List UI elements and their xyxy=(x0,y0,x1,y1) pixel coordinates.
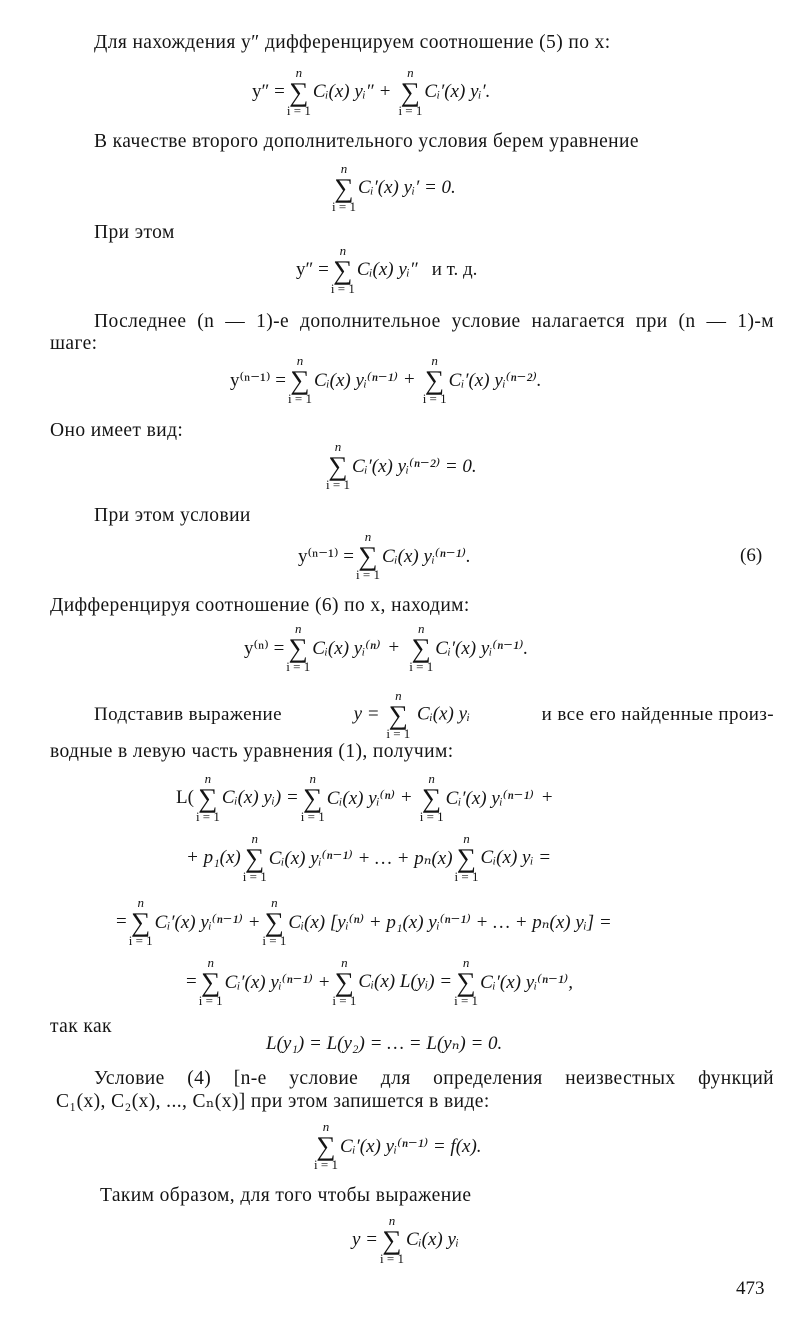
paragraph-substituting xyxy=(94,685,774,745)
paragraph-at-this: При этом xyxy=(94,222,175,243)
eq10-term: Cᵢ(x) yᵢ xyxy=(405,1229,459,1250)
sum-lower: i = 1 xyxy=(422,391,447,406)
equation-second-condition xyxy=(330,158,456,218)
sum-symbol: ∑ xyxy=(328,451,348,481)
sum-upper: n xyxy=(340,161,348,176)
paragraph-since: так как xyxy=(50,1016,112,1037)
sum-operator xyxy=(420,772,444,824)
sum-upper: n xyxy=(463,831,470,846)
equation-L-zero xyxy=(266,1017,502,1069)
sum-symbol: ∑ xyxy=(382,1225,402,1255)
sum-symbol: ∑ xyxy=(333,255,353,285)
equation-general-solution xyxy=(352,1210,459,1270)
sum-lower: i = 1 xyxy=(454,993,479,1008)
paragraph-differentiating: Дифференцируя соотношение (6) по x, находим: xyxy=(50,595,470,616)
L3-c: Cᵢ(x) [yᵢ⁽ⁿ⁾ + p₁(x) yᵢ⁽ⁿ⁻¹⁾ + … + pₙ(x) yᵢ] = xyxy=(288,911,612,933)
sum-lower: i = 1 xyxy=(195,809,220,824)
L2-c: Cᵢ(x) yᵢ = xyxy=(480,847,552,868)
sum-symbol: ∑ xyxy=(264,907,284,937)
sum-operator xyxy=(288,354,312,406)
L2-a: + p₁(x) xyxy=(186,847,241,868)
sum-upper: n xyxy=(428,771,435,786)
sum-lower: i = 1 xyxy=(454,869,479,884)
sum-upper: n xyxy=(431,353,438,368)
sum-lower: i = 1 xyxy=(332,199,356,214)
eq3-lhs: y″ = xyxy=(296,259,329,280)
sum-symbol: ∑ xyxy=(334,173,354,203)
sum-operator xyxy=(332,162,356,214)
sum-operator xyxy=(332,956,356,1008)
sum-lower: i = 1 xyxy=(242,869,267,884)
sum-operator xyxy=(454,956,478,1008)
sum-upper: n xyxy=(364,529,372,544)
sum-symbol: ∑ xyxy=(288,633,308,663)
sum-symbol: ∑ xyxy=(400,77,421,107)
sum-symbol: ∑ xyxy=(456,967,476,997)
sum-upper: n xyxy=(395,688,402,703)
L1-term1: Cᵢ(x) yᵢ⁽ⁿ⁾ xyxy=(326,787,395,809)
derivation-line-3 xyxy=(116,892,612,952)
eq7-term1: Cᵢ(x) yᵢ⁽ⁿ⁾ xyxy=(312,637,381,659)
sum-upper: n xyxy=(137,895,144,910)
sum-symbol: ∑ xyxy=(316,1131,336,1161)
sum-symbol: ∑ xyxy=(358,541,378,571)
equation-6 xyxy=(298,526,471,586)
sum-lower: i = 1 xyxy=(386,726,411,741)
sum-lower: i = 1 xyxy=(198,993,223,1008)
sum-symbol: ∑ xyxy=(201,967,221,997)
sum-symbol: ∑ xyxy=(411,633,431,663)
eq6-term: Cᵢ(x) yᵢ⁽ⁿ⁻¹⁾. xyxy=(381,545,471,567)
sum-operator xyxy=(287,66,311,118)
equation-n-minus-1-derivative xyxy=(230,350,542,410)
sum-upper: n xyxy=(339,243,347,258)
inline-formula xyxy=(354,689,470,741)
sum-operator xyxy=(196,772,220,824)
sum-symbol: ∑ xyxy=(289,77,309,107)
sum-upper: n xyxy=(251,831,258,846)
sum-lower: i = 1 xyxy=(330,281,355,296)
sum-lower: i = 1 xyxy=(128,933,153,948)
equation-second-derivative xyxy=(252,62,490,122)
eq4-term2: Cᵢ′(x) yᵢ⁽ⁿ⁻²⁾. xyxy=(448,369,542,391)
eq7-plus: + xyxy=(388,637,400,658)
sum-symbol: ∑ xyxy=(198,783,218,813)
sum-lower: i = 1 xyxy=(419,809,444,824)
eq5-body: Cᵢ′(x) yᵢ⁽ⁿ⁻²⁾ = 0. xyxy=(351,455,477,477)
sum-symbol: ∑ xyxy=(334,967,354,997)
sum-upper: n xyxy=(322,1119,330,1134)
paragraph-condition-4: Условие (4) [n-е условие для определения неизвестных функций xyxy=(94,1068,774,1089)
L4-c: Cᵢ(x) L(yᵢ) = xyxy=(358,971,453,992)
sum-upper: n xyxy=(271,895,278,910)
L1-end: + xyxy=(541,787,553,808)
sum-upper: n xyxy=(207,955,214,970)
sum-upper: n xyxy=(334,439,342,454)
page-number: 473 xyxy=(736,1278,765,1299)
L1-term2: Cᵢ′(x) yᵢ⁽ⁿ⁻¹⁾ xyxy=(445,787,534,809)
sum-upper: n xyxy=(204,771,212,786)
sum-operator xyxy=(326,440,350,492)
sum-lower: i = 1 xyxy=(286,659,311,674)
eq7-lhs: y⁽ⁿ⁾ = xyxy=(244,637,285,659)
paragraph-last-condition-cont: шаге: xyxy=(50,333,98,354)
eq2-body: Cᵢ′(x) yᵢ′ = 0. xyxy=(357,177,456,198)
sum-lower: i = 1 xyxy=(409,659,434,674)
paragraph-thus: Таким образом, для того чтобы выражение xyxy=(100,1185,472,1206)
inline-term: Cᵢ(x) yᵢ xyxy=(417,703,471,725)
sum-operator xyxy=(386,689,410,741)
L1-plus: + xyxy=(400,787,412,808)
sum-operator xyxy=(301,772,325,824)
equation-second-derivative-simplified xyxy=(296,240,477,300)
eq1-term1: Cᵢ(x) yᵢ″ xyxy=(312,81,374,102)
sum-upper: n xyxy=(407,65,414,80)
paragraph-derivative-intro: Для нахождения y″ дифференцируем соотношение (5) по x: xyxy=(94,32,611,53)
paragraph-under-condition: При этом условии xyxy=(94,505,251,526)
sum-symbol: ∑ xyxy=(303,783,323,813)
p8-start: Подставив выражение xyxy=(94,704,282,725)
sum-operator xyxy=(398,66,422,118)
sum-operator xyxy=(129,896,153,948)
eq7-term2: Cᵢ′(x) yᵢ⁽ⁿ⁻¹⁾. xyxy=(435,637,529,659)
L4-a: = xyxy=(186,971,197,992)
sum-upper: n xyxy=(296,353,304,368)
sum-lower: i = 1 xyxy=(300,809,325,824)
eq4-plus: + xyxy=(403,369,415,390)
eq6-lhs: y⁽ⁿ⁻¹⁾ = xyxy=(298,545,355,567)
L3-b: Cᵢ′(x) yᵢ⁽ⁿ⁻¹⁾ + xyxy=(154,911,261,933)
derivation-line-4 xyxy=(186,952,573,1012)
eq1-term2: Cᵢ′(x) yᵢ′. xyxy=(424,81,491,102)
sum-operator xyxy=(331,244,355,296)
sum-upper: n xyxy=(295,621,302,636)
sum-upper: n xyxy=(295,65,303,80)
sum-upper: n xyxy=(388,1213,396,1228)
derivation-line-1 xyxy=(176,768,553,828)
sum-lower: i = 1 xyxy=(332,993,357,1008)
sum-upper: n xyxy=(309,771,316,786)
inline-lhs: y = xyxy=(353,703,380,725)
sum-operator xyxy=(199,956,223,1008)
sum-operator xyxy=(380,1214,404,1266)
sum-symbol: ∑ xyxy=(131,907,151,937)
sum-operator xyxy=(262,896,286,948)
eq4-term1: Cᵢ(x) yᵢ⁽ⁿ⁻¹⁾ xyxy=(313,369,398,391)
sum-symbol: ∑ xyxy=(422,783,442,813)
sum-operator xyxy=(356,530,380,582)
sum-operator xyxy=(243,832,267,884)
L1-lhs-a: L( xyxy=(176,787,194,808)
equation-n-minus-1-condition xyxy=(324,436,477,496)
sum-lower: i = 1 xyxy=(356,567,380,582)
equation-number-6: (6) xyxy=(740,545,763,566)
sum-operator xyxy=(314,1120,338,1172)
eq9-body: Cᵢ′(x) yᵢ⁽ⁿ⁻¹⁾ = f(x). xyxy=(339,1135,482,1157)
sum-upper: n xyxy=(341,955,348,970)
sum-lower: i = 1 xyxy=(398,103,423,118)
equation-n-derivative xyxy=(244,618,528,678)
eq1-lhs: y″ = xyxy=(252,81,285,102)
eq4-lhs: y⁽ⁿ⁻¹⁾ = xyxy=(230,369,287,391)
eq3-tail: и т. д. xyxy=(431,259,478,280)
L3-a: = xyxy=(116,911,127,932)
p8-end: и все его найденные произ- xyxy=(541,704,774,725)
sum-upper: n xyxy=(417,621,425,636)
derivation-line-2 xyxy=(186,828,551,888)
sum-operator xyxy=(455,832,479,884)
sum-symbol: ∑ xyxy=(425,365,445,395)
sum-symbol: ∑ xyxy=(456,843,477,873)
sum-lower: i = 1 xyxy=(262,933,287,948)
sum-symbol: ∑ xyxy=(290,365,310,395)
sum-operator xyxy=(423,354,447,406)
L1-lhs-b: Cᵢ(x) yᵢ) = xyxy=(221,787,299,808)
paragraph-substituting-cont: водные в левую часть уравнения (1), получим: xyxy=(50,741,454,762)
eq3-term: Cᵢ(x) yᵢ″ xyxy=(356,259,418,280)
paragraph-it-has-form: Оно имеет вид: xyxy=(50,420,184,441)
eq8-body: L(y₁) = L(y₂) = … = L(yₙ) = 0. xyxy=(266,1032,503,1054)
L4-d: Cᵢ′(x) yᵢ⁽ⁿ⁻¹⁾, xyxy=(480,971,573,993)
paragraph-last-condition: Последнее (n — 1)-е дополнительное условие налагается при (n — 1)-м xyxy=(94,311,774,332)
sum-upper: n xyxy=(462,955,470,970)
equation-nth-condition xyxy=(312,1116,482,1176)
sum-lower: i = 1 xyxy=(288,391,312,406)
eq1-plus: + xyxy=(379,81,391,102)
paragraph-second-condition: В качестве второго дополнительного условия берем уравнение xyxy=(94,131,639,152)
sum-lower: i = 1 xyxy=(326,477,350,492)
sum-symbol: ∑ xyxy=(388,700,408,730)
sum-lower: i = 1 xyxy=(286,103,311,118)
L4-b: Cᵢ′(x) yᵢ⁽ⁿ⁻¹⁾ + xyxy=(224,971,331,993)
sum-lower: i = 1 xyxy=(380,1251,404,1266)
sum-symbol: ∑ xyxy=(245,843,265,873)
sum-operator xyxy=(409,622,433,674)
eq10-lhs: y = xyxy=(352,1229,379,1250)
paragraph-condition-4-cont: C₁(x), C₂(x), ..., Cₙ(x)] при этом запишется в виде: xyxy=(56,1091,490,1112)
sum-operator xyxy=(286,622,310,674)
sum-lower: i = 1 xyxy=(314,1157,338,1172)
L2-b: Cᵢ(x) yᵢ⁽ⁿ⁻¹⁾ + … + pₙ(x) xyxy=(268,847,453,869)
